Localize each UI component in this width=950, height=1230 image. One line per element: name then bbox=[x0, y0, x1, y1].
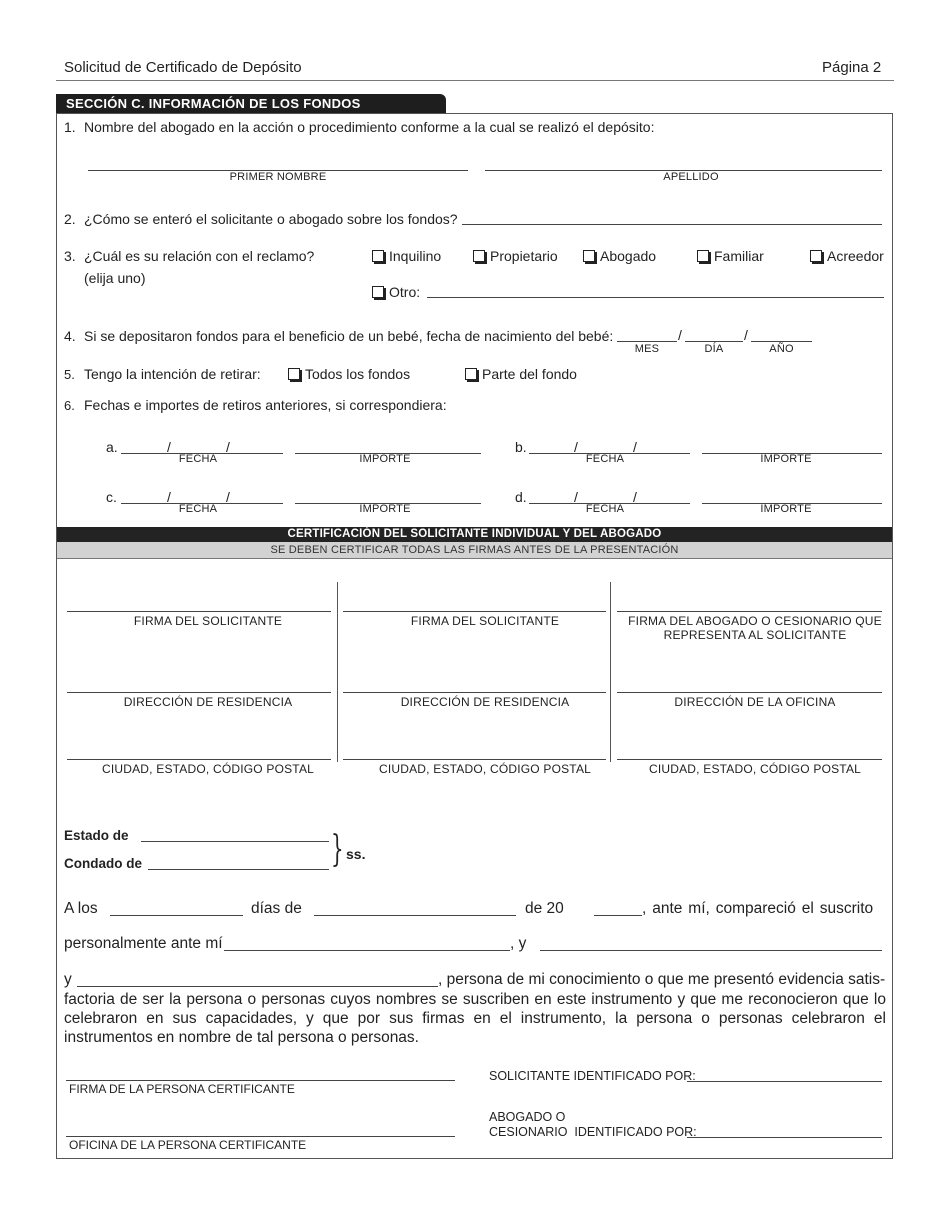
notary-line1-d: , ante mí, compareció el suscrito bbox=[642, 900, 874, 917]
applicant-1-address-label: DIRECCIÓN DE RESIDENCIA bbox=[123, 695, 293, 709]
baby-birth-day-field[interactable] bbox=[685, 341, 743, 342]
option-label: Otro: bbox=[389, 284, 421, 300]
q2-text: ¿Cómo se enteró el solicitante o abogado sobre los fondos? bbox=[84, 211, 458, 227]
attorney-office-address-label: DIRECCIÓN DE LA OFICINA bbox=[674, 695, 836, 709]
applicant-1-signature-field[interactable] bbox=[67, 611, 331, 612]
checkbox-icon bbox=[697, 250, 709, 262]
date-slashes: / bbox=[574, 489, 578, 505]
applicant-2-address-field[interactable] bbox=[343, 692, 606, 693]
certification-subtitle: SE DEBEN CERTIFICAR TODAS LAS FIRMAS ANTES DE LA PRESENTACIÓN bbox=[57, 542, 892, 559]
notary-person3-field[interactable] bbox=[77, 986, 438, 987]
option-label: Todos los fondos bbox=[305, 366, 411, 382]
option-todos-los-fondos[interactable] bbox=[288, 366, 410, 382]
withdrawal-letter-c: c. bbox=[106, 489, 117, 505]
notary-line1-a: A los bbox=[64, 900, 98, 917]
q3-text: ¿Cuál es su relación con el reclamo? bbox=[84, 248, 315, 264]
month-label: MES bbox=[634, 343, 660, 355]
date-slashes: / bbox=[226, 489, 230, 505]
condado-label: Condado de bbox=[64, 856, 142, 871]
date-slashes: / bbox=[167, 439, 171, 455]
notary-days-field[interactable] bbox=[110, 915, 243, 916]
option-label: Abogado bbox=[600, 248, 657, 264]
notary-line1-c: de 20 bbox=[525, 900, 564, 917]
option-inquilino[interactable] bbox=[372, 248, 441, 264]
certifier-signature-label: FIRMA DE LA PERSONA CERTIFICANTE bbox=[69, 1082, 295, 1096]
column-divider bbox=[610, 582, 611, 762]
withdrawal-letter-d: d. bbox=[515, 489, 527, 505]
condado-field[interactable] bbox=[148, 869, 329, 870]
q1-number: 1. bbox=[64, 119, 76, 135]
baby-birth-month-field[interactable] bbox=[617, 341, 677, 342]
applicant-1-signature-label: FIRMA DEL SOLICITANTE bbox=[133, 614, 283, 628]
withdrawal-letter-b: b. bbox=[515, 439, 527, 455]
estado-label: Estado de bbox=[64, 828, 129, 843]
ss-label: ss. bbox=[346, 846, 366, 862]
q4-number: 4. bbox=[64, 328, 76, 344]
checkbox-icon bbox=[465, 368, 477, 380]
year-label: AÑO bbox=[769, 343, 794, 355]
option-parte-del-fondo[interactable] bbox=[465, 366, 577, 382]
q5-text: Tengo la intención de retirar: bbox=[84, 366, 261, 382]
importe-label: IMPORTE bbox=[359, 503, 411, 515]
withdrawal-letter-a: a. bbox=[106, 439, 118, 455]
importe-label: IMPORTE bbox=[760, 453, 812, 465]
date-slashes: / bbox=[633, 439, 637, 455]
applicant-2-address-label: DIRECCIÓN DE RESIDENCIA bbox=[400, 695, 570, 709]
applicant-2-signature-label: FIRMA DEL SOLICITANTE bbox=[410, 614, 560, 628]
option-label: Inquilino bbox=[389, 248, 442, 264]
notary-y: y bbox=[64, 971, 72, 988]
q3-number: 3. bbox=[64, 248, 76, 264]
option-label: Parte del fondo bbox=[482, 366, 577, 382]
fecha-label: FECHA bbox=[585, 503, 625, 515]
checkbox-icon bbox=[372, 250, 384, 262]
option-familiar[interactable] bbox=[697, 248, 764, 264]
fecha-label: FECHA bbox=[178, 503, 218, 515]
other-relationship-field[interactable] bbox=[427, 297, 884, 298]
applicant-identified-field[interactable] bbox=[687, 1081, 882, 1082]
column-divider bbox=[337, 582, 338, 762]
certification-title: CERTIFICACIÓN DEL SOLICITANTE INDIVIDUAL Y DEL ABOGADO bbox=[57, 527, 892, 542]
attorney-identified-field[interactable] bbox=[687, 1137, 882, 1138]
how-learned-field[interactable] bbox=[462, 224, 882, 225]
section-c-title: SECCIÓN C. INFORMACIÓN DE LOS FONDOS bbox=[56, 94, 446, 113]
notary-person2-field[interactable] bbox=[540, 950, 882, 951]
estado-field[interactable] bbox=[141, 841, 329, 842]
applicant-1-city-label: CIUDAD, ESTADO, CÓDIGO POSTAL bbox=[101, 762, 315, 776]
q6-text: Fechas e importes de retiros anteriores, si correspondiera: bbox=[84, 397, 447, 413]
baby-birth-year-field[interactable] bbox=[751, 341, 812, 342]
notary-month-field[interactable] bbox=[314, 915, 516, 916]
notary-person1-field[interactable] bbox=[224, 950, 510, 951]
option-otro[interactable] bbox=[372, 284, 420, 300]
checkbox-icon bbox=[810, 250, 822, 262]
option-label: Acreedor bbox=[827, 248, 884, 264]
q6-number: 6. bbox=[64, 398, 75, 413]
q1-text: Nombre del abogado en la acción o procedimiento conforme a la cual se realizó el depósito: bbox=[84, 119, 655, 135]
date-slashes: / bbox=[226, 439, 230, 455]
attorney-signature-label-1: FIRMA DEL ABOGADO O CESIONARIO QUE bbox=[628, 614, 882, 628]
option-label: Propietario bbox=[490, 248, 558, 264]
document-title: Solicitud de Certificado de Depósito bbox=[64, 59, 302, 76]
attorney-office-address-field[interactable] bbox=[617, 692, 882, 693]
applicant-2-city-field[interactable] bbox=[343, 759, 606, 760]
certifier-office-label: OFICINA DE LA PERSONA CERTIFICANTE bbox=[69, 1138, 307, 1152]
importe-label: IMPORTE bbox=[760, 503, 812, 515]
q2-number: 2. bbox=[64, 211, 76, 227]
date-slash: / bbox=[744, 327, 748, 343]
date-slashes: / bbox=[633, 489, 637, 505]
day-label: DÍA bbox=[704, 343, 724, 355]
applicant-2-signature-field[interactable] bbox=[343, 611, 606, 612]
fecha-label: FECHA bbox=[585, 453, 625, 465]
attorney-city-label: CIUDAD, ESTADO, CÓDIGO POSTAL bbox=[648, 762, 862, 776]
attorney-city-field[interactable] bbox=[617, 759, 882, 760]
attorney-identified-label-1: ABOGADO O bbox=[489, 1110, 566, 1124]
option-label: Familiar bbox=[714, 248, 764, 264]
date-slashes: / bbox=[574, 439, 578, 455]
importe-label: IMPORTE bbox=[359, 453, 411, 465]
date-slashes: / bbox=[167, 489, 171, 505]
notary-year-field[interactable] bbox=[594, 915, 642, 916]
last-name-label: APELLIDO bbox=[663, 171, 719, 183]
applicant-2-city-label: CIUDAD, ESTADO, CÓDIGO POSTAL bbox=[378, 762, 592, 776]
attorney-identified-label-2: CESIONARIO IDENTIFICADO POR: bbox=[489, 1125, 697, 1139]
certifier-office-field[interactable] bbox=[66, 1136, 455, 1137]
option-abogado[interactable] bbox=[583, 248, 656, 264]
brace-icon: } bbox=[331, 829, 344, 870]
attorney-signature-field[interactable] bbox=[617, 611, 882, 612]
q3-sub: (elija uno) bbox=[84, 270, 146, 286]
checkbox-icon bbox=[288, 368, 300, 380]
date-slash: / bbox=[678, 327, 682, 343]
q4-text: Si se depositaron fondos para el beneficio de un bebé, fecha de nacimiento del bebé: bbox=[84, 328, 614, 344]
notary-para-tail: , persona de mi conocimiento o que me presentó evidencia satis- bbox=[438, 971, 886, 988]
header-rule bbox=[56, 80, 894, 81]
checkbox-icon bbox=[473, 250, 485, 262]
page-number: Página 2 bbox=[822, 59, 882, 76]
notary-paragraph: factoria de ser la persona o personas cuyos nombres se suscriben en este instrumento y que me reconocieron que lo celebraron en sus capacidades, y que por sus firmas en el instrumento, la persona o personas celebraron el instrumentos en nombre de tal persona o personas. bbox=[64, 991, 886, 1046]
checkbox-icon bbox=[583, 250, 595, 262]
fecha-label: FECHA bbox=[178, 453, 218, 465]
option-propietario[interactable] bbox=[473, 248, 558, 264]
notary-line1-b: días de bbox=[251, 900, 302, 917]
certifier-signature-field[interactable] bbox=[66, 1080, 455, 1081]
q5-number: 5. bbox=[64, 367, 75, 382]
notary-line2-a: personalmente ante mí bbox=[64, 935, 223, 952]
first-name-label: PRIMER NOMBRE bbox=[229, 171, 327, 183]
checkbox-icon bbox=[372, 286, 384, 298]
applicant-1-address-field[interactable] bbox=[67, 692, 331, 693]
applicant-1-city-field[interactable] bbox=[67, 759, 331, 760]
attorney-signature-label-2: REPRESENTA AL SOLICITANTE bbox=[663, 628, 847, 642]
notary-line2-b: , y bbox=[510, 935, 527, 952]
applicant-identified-label: SOLICITANTE IDENTIFICADO POR: bbox=[489, 1069, 696, 1083]
option-acreedor[interactable] bbox=[810, 248, 884, 264]
